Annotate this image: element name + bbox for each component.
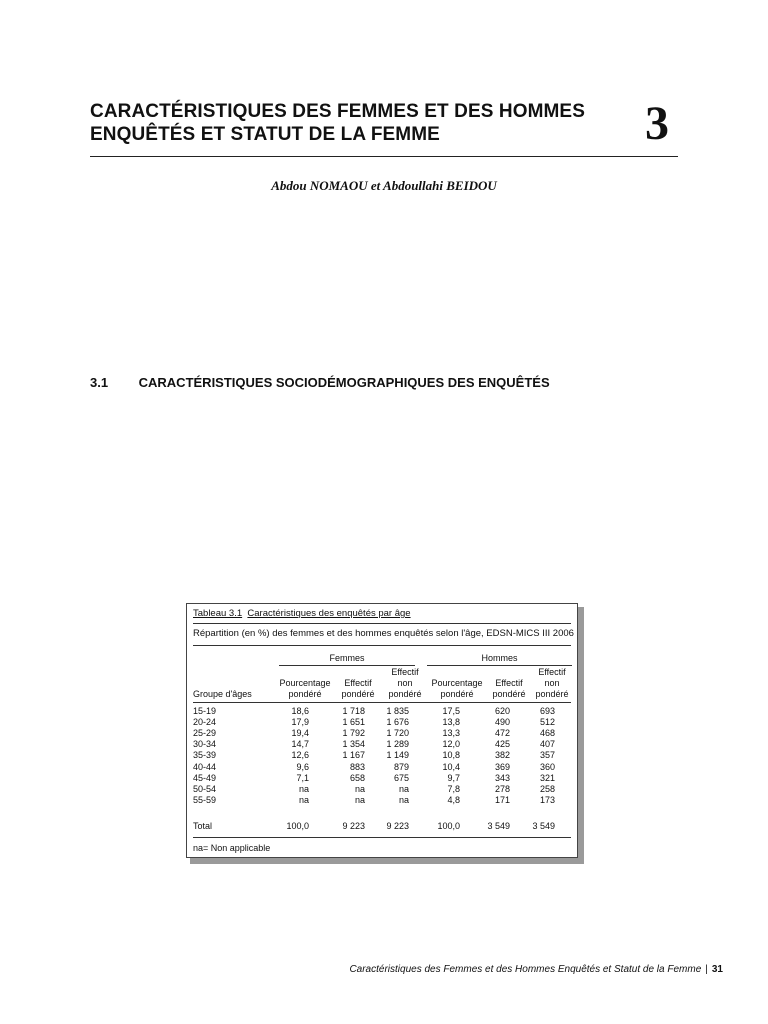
col-header-line: pondéré <box>341 689 375 699</box>
table-cell: 472 <box>494 728 510 739</box>
table-cell: 693 <box>539 706 555 716</box>
table-cell: 278 <box>494 783 510 794</box>
table-cell: 407 <box>539 739 555 750</box>
table-cell: 18,6 <box>291 706 309 716</box>
table-caption: Caractéristiques des enquêtés par âge <box>247 608 411 619</box>
group-header-women: Femmes <box>329 653 365 663</box>
table-cell: 9 223 <box>342 821 365 831</box>
row-label: Total <box>193 821 213 831</box>
table-cell: 1 149 <box>386 750 409 761</box>
col-header-line: pondéré <box>535 689 569 699</box>
table-cell: 173 <box>539 794 555 805</box>
group-underline-women <box>279 665 415 666</box>
table-cell: 1 289 <box>386 739 409 750</box>
col-header-men-pct <box>427 678 487 700</box>
table-cell: 1 835 <box>386 706 409 716</box>
col-header-line: non <box>397 678 413 688</box>
data-table <box>186 603 578 858</box>
col-header-line: Pourcentage <box>431 678 483 688</box>
col-header-line: pondéré <box>388 689 422 699</box>
chapter-title-line-2: ENQUÊTÉS ET STATUT DE LA FEMME <box>90 124 440 145</box>
table-cell: 883 <box>349 761 365 772</box>
table-cell: 3 549 <box>532 821 555 831</box>
table-rule <box>193 702 571 703</box>
section-title: CARACTÉRISTIQUES SOCIODÉMOGRAPHIQUES DES ENQUÊTÉS <box>138 375 550 390</box>
footer-separator: | <box>705 964 708 975</box>
table-cell: 425 <box>494 739 510 750</box>
table-cell: 4,8 <box>447 794 460 805</box>
table-cell: na <box>354 783 365 794</box>
table-cell: 171 <box>494 794 510 805</box>
table-cell: 1 792 <box>342 728 365 739</box>
table-cell: na <box>354 794 365 805</box>
table-cell: 9,7 <box>447 772 460 783</box>
table-cell: 675 <box>393 772 409 783</box>
table-cell: 7,1 <box>296 772 309 783</box>
table-cell: 1 676 <box>386 717 409 728</box>
table-cell: 1 720 <box>386 728 409 739</box>
table-cell: 9,6 <box>296 761 309 772</box>
table-cell: 468 <box>539 728 555 739</box>
table-rule <box>193 837 571 838</box>
chapter-title <box>90 100 610 146</box>
col-header-line: pondéré <box>492 689 526 699</box>
section-number: 3.1 <box>90 375 109 390</box>
group-header-men: Hommes <box>481 653 518 663</box>
row-label: 50-54 <box>193 783 217 794</box>
table-cell: 17,9 <box>291 717 309 728</box>
table-cell: 357 <box>539 750 555 761</box>
col-header-women-pct <box>275 678 335 700</box>
table-title <box>193 608 411 619</box>
table-cell: na <box>298 783 309 794</box>
table-rule <box>193 623 571 624</box>
footer-text: Caractéristiques des Femmes et des Hommes Enquêtés et Statut de la Femme <box>349 964 702 975</box>
col-header-line: Effectif <box>538 667 566 677</box>
table-note: na= Non applicable <box>193 843 271 853</box>
table-cell: 512 <box>539 717 555 728</box>
col-header-women-eff <box>337 678 379 700</box>
table-cell: 10,4 <box>442 761 460 772</box>
table-cell: 7,8 <box>447 783 460 794</box>
table-cell: 100,0 <box>437 821 460 831</box>
col-header-line: pondéré <box>288 689 322 699</box>
table-cell: 360 <box>539 761 555 772</box>
table-cell: 13,8 <box>442 717 460 728</box>
col-header-men-eff <box>489 678 529 700</box>
page-number: 31 <box>711 964 723 975</box>
row-label: 40-44 <box>193 761 217 772</box>
group-underline-men <box>427 665 572 666</box>
row-label: 25-29 <box>193 728 217 739</box>
table-cell: 382 <box>494 750 510 761</box>
col-header-line: Effectif <box>495 678 523 688</box>
chapter-authors: Abdou NOMAOU et Abdoullahi BEIDOU <box>271 178 497 193</box>
table-rule <box>193 645 571 646</box>
table-label: Tableau 3.1 <box>193 608 243 619</box>
table-cell: 19,4 <box>291 728 309 739</box>
row-label: 55-59 <box>193 794 217 805</box>
table-cell: na <box>398 783 409 794</box>
chapter-title-line-1: CARACTÉRISTIQUES DES FEMMES ET DES HOMMES <box>90 101 585 122</box>
table-cell: 13,3 <box>442 728 460 739</box>
table-cell: 1 354 <box>342 739 365 750</box>
col-header-line: pondéré <box>440 689 474 699</box>
table-cell: 100,0 <box>286 821 309 831</box>
table-cell: 879 <box>393 761 409 772</box>
row-label: 45-49 <box>193 772 217 783</box>
table-cell: 3 549 <box>487 821 510 831</box>
col-header-line: Effectif <box>344 678 372 688</box>
section-heading <box>90 375 550 390</box>
table-subtitle: Répartition (en %) des femmes et des hommes enquêtés selon l'âge, EDSN-MICS III 2006 <box>193 628 574 639</box>
table-cell: na <box>398 794 409 805</box>
table-cell: 1 651 <box>342 717 365 728</box>
row-label: 35-39 <box>193 750 217 761</box>
col-header-line: non <box>544 678 560 688</box>
page-footer <box>349 964 723 975</box>
col-header-line: Pourcentage <box>279 678 331 688</box>
table-cell: 1 167 <box>342 750 365 761</box>
col-header-women-nonp <box>383 667 427 700</box>
table-cell: 1 718 <box>342 706 365 716</box>
row-label: 30-34 <box>193 739 217 750</box>
table-cell: 321 <box>539 772 555 783</box>
table-cell: 258 <box>539 783 555 794</box>
row-label: 15-19 <box>193 706 217 716</box>
title-divider <box>90 156 678 157</box>
table-cell: 343 <box>494 772 510 783</box>
table-cell: na <box>298 794 309 805</box>
table-cell: 10,8 <box>442 750 460 761</box>
col-header-line: Effectif <box>391 667 419 677</box>
table-cell: 12,0 <box>442 739 460 750</box>
table-cell: 369 <box>494 761 510 772</box>
table-cell: 12,6 <box>291 750 309 761</box>
table-cell: 658 <box>349 772 365 783</box>
table-cell: 14,7 <box>291 739 309 750</box>
col-header-men-nonp <box>531 667 573 700</box>
table-cell: 17,5 <box>442 706 460 716</box>
table-cell: 9 223 <box>386 821 409 831</box>
table-cell: 620 <box>494 706 510 716</box>
row-label: 20-24 <box>193 717 217 728</box>
chapter-number: 3 <box>645 97 669 150</box>
table-cell: 490 <box>494 717 510 728</box>
row-header: Groupe d'âges <box>193 689 252 699</box>
